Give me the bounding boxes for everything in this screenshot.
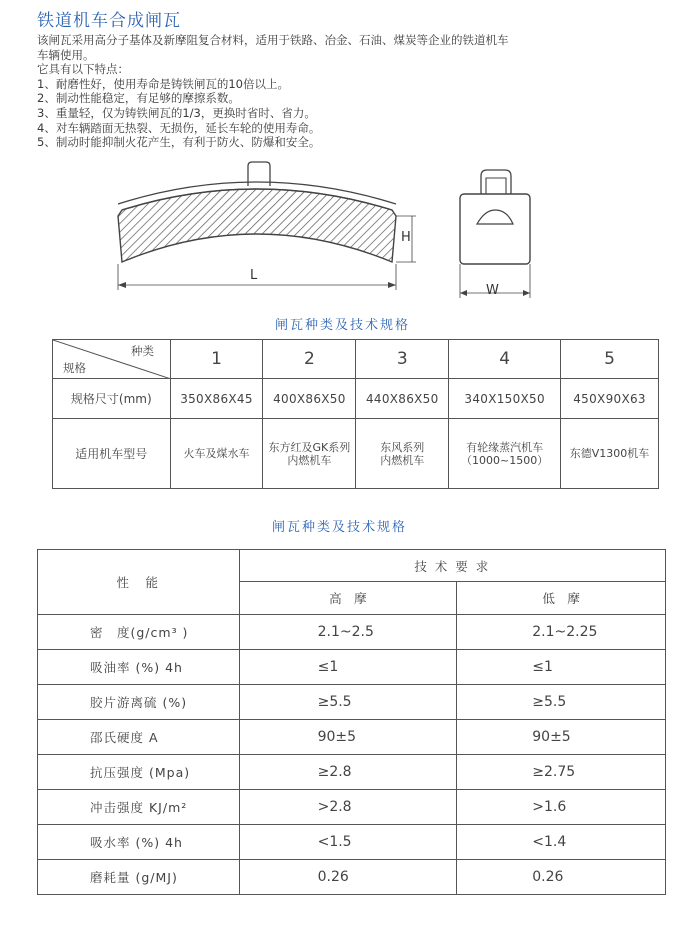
spec-cell: 450X90X63 <box>561 379 659 419</box>
high-value: 2.1~2.5 <box>239 615 457 650</box>
dimension-label-h: H <box>401 230 411 245</box>
intro-line: 3、重量轻，仅为铸铁闸瓦的1/3，更换时省时、省力。 <box>37 105 316 120</box>
property-label: 密 度(g/cm³ ) <box>38 615 240 650</box>
table-row <box>53 379 659 419</box>
low-friction-header: 低 摩 <box>457 582 666 615</box>
low-value: 2.1~2.25 <box>457 615 666 650</box>
table-row <box>38 550 666 582</box>
table-row <box>38 860 666 895</box>
intro-line: 5、制动时能抑制火花产生，有利于防火、防爆和安全。 <box>37 135 321 150</box>
type-header: 4 <box>449 340 561 379</box>
spec-cell: 350X86X45 <box>170 379 263 419</box>
property-label: 吸水率 (%) 4h <box>38 825 240 860</box>
low-value: 90±5 <box>457 720 666 755</box>
row-label: 规格尺寸(mm) <box>53 379 171 419</box>
table2-caption: 闸瓦种类及技术规格 <box>272 520 408 535</box>
spec-cell: 400X86X50 <box>263 379 356 419</box>
low-value: 0.26 <box>457 860 666 895</box>
property-label: 冲击强度 KJ/m² <box>38 790 240 825</box>
spec-table <box>52 339 659 489</box>
low-value: >1.6 <box>457 790 666 825</box>
high-value: 0.26 <box>239 860 457 895</box>
low-value: ≥5.5 <box>457 685 666 720</box>
spec-cell: 440X86X50 <box>356 379 449 419</box>
intro-line: 2、制动性能稳定，有足够的摩擦系数。 <box>37 91 240 106</box>
type-header: 5 <box>561 340 659 379</box>
table-row <box>53 340 659 379</box>
high-friction-header: 高 摩 <box>239 582 457 615</box>
intro-line: 它具有以下特点： <box>37 62 129 77</box>
table-row <box>53 419 659 489</box>
high-value: <1.5 <box>239 825 457 860</box>
property-label: 胶片游离硫 (%) <box>38 685 240 720</box>
page-title: 铁道机车合成闸瓦 <box>37 11 181 31</box>
low-value: <1.4 <box>457 825 666 860</box>
brake-shoe-side-view-drawing <box>100 158 430 298</box>
corner-label-spec: 规格 <box>63 361 86 375</box>
type-header: 1 <box>170 340 263 379</box>
property-label: 抗压强度 (Mpa) <box>38 755 240 790</box>
table-row <box>38 615 666 650</box>
spec-cell: 340X150X50 <box>449 379 561 419</box>
intro-line: 1、耐磨性好，使用寿命是铸铁闸瓦的10倍以上。 <box>37 76 289 91</box>
table-row <box>38 650 666 685</box>
high-value: 90±5 <box>239 720 457 755</box>
intro-line: 4、对车辆踏面无热裂、无损伤，延长车轮的使用寿命。 <box>37 120 321 135</box>
high-value: >2.8 <box>239 790 457 825</box>
property-label: 邵氏硬度 A <box>38 720 240 755</box>
performance-table <box>37 549 666 895</box>
high-value: ≥5.5 <box>239 685 457 720</box>
model-cell: 东方红及GK系列 内燃机车 <box>263 419 356 489</box>
property-header: 性 能 <box>38 550 240 615</box>
model-cell: 有轮缘蒸汽机车 （1000~1500） <box>449 419 561 489</box>
type-header: 3 <box>356 340 449 379</box>
dimension-label-l: L <box>250 268 258 283</box>
corner-label-type: 种类 <box>131 344 154 358</box>
dimension-label-w: W <box>486 283 499 298</box>
low-value: ≤1 <box>457 650 666 685</box>
table-row <box>38 755 666 790</box>
corner-header-cell <box>53 340 171 379</box>
property-label: 磨耗量 (g/MJ) <box>38 860 240 895</box>
low-value: ≥2.75 <box>457 755 666 790</box>
property-label: 吸油率 (%) 4h <box>38 650 240 685</box>
table-row <box>38 825 666 860</box>
table-row <box>38 685 666 720</box>
high-value: ≤1 <box>239 650 457 685</box>
table-row <box>38 790 666 825</box>
table1-caption: 闸瓦种类及技术规格 <box>275 318 411 333</box>
high-value: ≥2.8 <box>239 755 457 790</box>
intro-text <box>37 33 597 150</box>
type-header: 2 <box>263 340 356 379</box>
requirement-header: 技 术 要 求 <box>239 550 665 582</box>
intro-line: 该闸瓦采用高分子基体及新摩阻复合材料，适用于铁路、冶金、石油、煤炭等企业的铁道机车 <box>37 33 509 47</box>
model-cell: 东风系列 内燃机车 <box>356 419 449 489</box>
model-cell: 火车及煤水车 <box>170 419 263 489</box>
row-label: 适用机车型号 <box>53 419 171 489</box>
intro-line: 车辆使用。 <box>37 47 95 62</box>
table-row <box>38 720 666 755</box>
model-cell: 东德V1300机车 <box>561 419 659 489</box>
